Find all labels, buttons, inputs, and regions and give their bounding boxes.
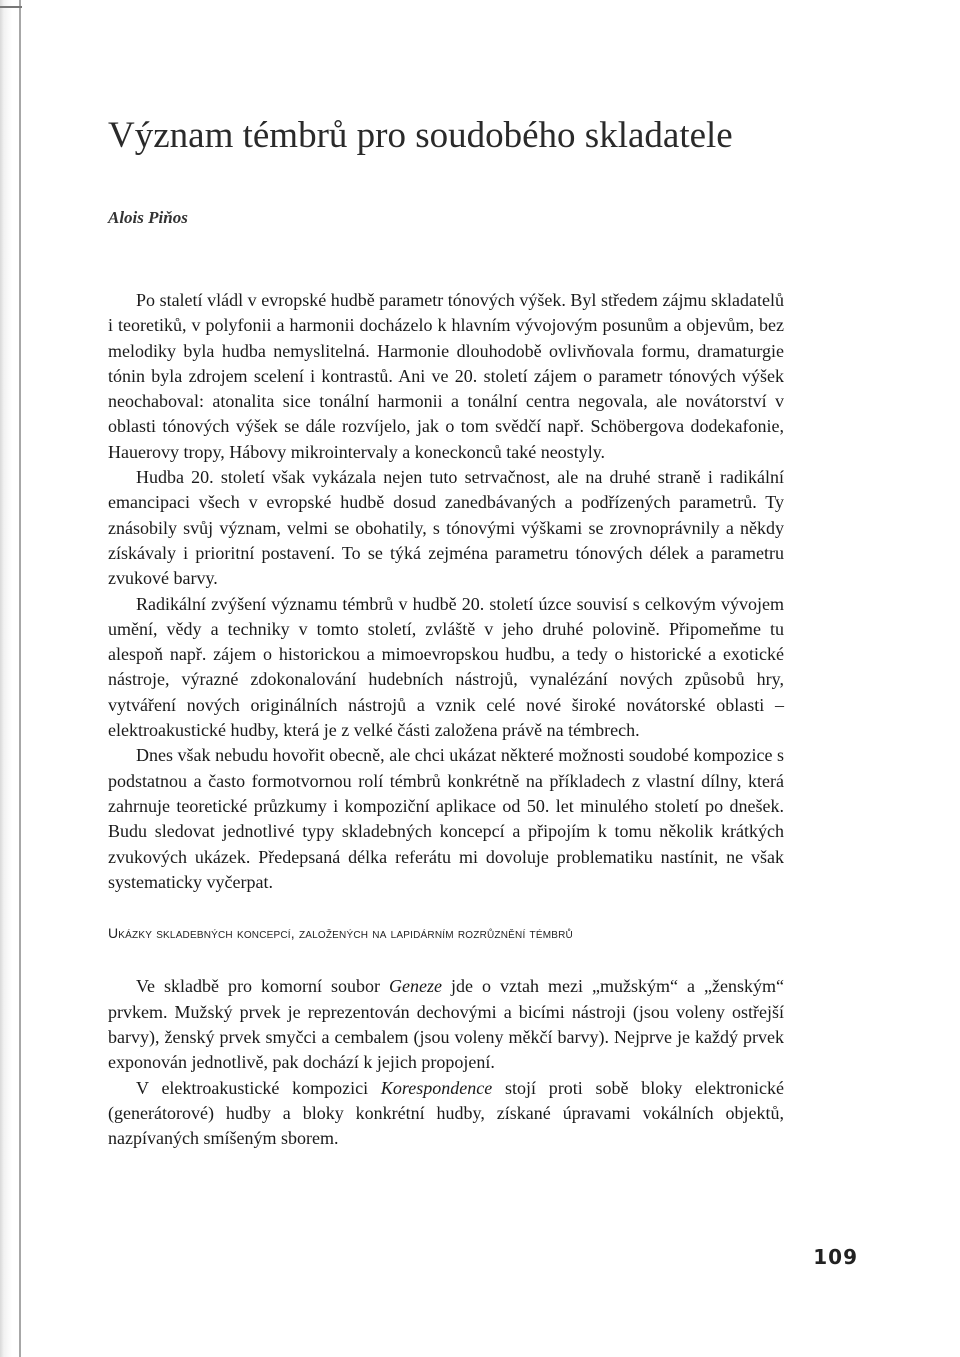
paragraph-text: Ve skladbě pro komorní soubor (136, 976, 390, 997)
body-paragraph: Radikální zvýšení významu témbrů v hudbě 20. století úzce souvisí s celkovým vývojem umění, vědy a techniky v tomto století, zvláště v jeho druhé polovině. Připomeňme tu alespoň např. zájem o historickou a mimoevropskou hudbu, a tedy o historické a exotické nástroje, výrazné zdokonalování hudebních nástrojů, vynalézání nových způsobů hry, vytváření nových originálních nástrojů a vznik celé nové široké novátorské oblasti – elektroakustické hudby, která je z velké části založena právě na témbrech. (108, 593, 784, 741)
body-paragraph: Dnes však nebudu hovořit obecně, ale chci ukázat některé možnosti soudobé kompozice s podstatnou a často formotvornou rolí témbrů konkrétně na příkladech z vlastní dílny, která zahrnuje teoretické průzkumy i kompoziční aplikace od 50. let minulého století po dnešek. Budu sledovat jednotlivé typy skladebných koncepcí a připojím k tomu několik krátkých zvukových ukázek. Předepsaná délka referátu mi dovoluje problematiku nastínit, ne však systematicky vyčerpat. (108, 745, 784, 892)
scan-edge-shadow (0, 0, 12, 1357)
article-body (108, 288, 784, 1152)
article-title: Význam témbrů pro soudobého skladatele (108, 115, 733, 156)
paragraph-text: V elektroakustické kompozici (136, 1077, 381, 1098)
body-paragraph (108, 1076, 784, 1152)
page-number: 109 (813, 1245, 858, 1269)
scan-corner-mark (0, 6, 22, 8)
work-title: Korespondence (380, 1077, 493, 1098)
body-paragraph: Hudba 20. století však vykázala nejen tuto setrvačnost, ale na druhé straně i radikální emancipaci všech v evropské hudbě dosud zanedbávaných a podřízených parametrů. Ty znásobily svůj význam, velmi se obohatily, s tónovými výškami se zrovnoprávnily a někdy získávaly i prioritní postavení. To se týká zejména parametru tónových délek a parametru zvukové barvy. (108, 467, 784, 589)
paragraph-text: jde o vztah mezi „mužským“ a „ženským“ prvkem. Mužský prvek je reprezentován dechovými a bicími nástroji (jsou voleny ostřejší barvy), ženský prvek smyčci a cembalem (jsou voleny měkčí barvy). Nejprve je každý prvek exponován jednotlivě, pak dochází k jejich propojení. (108, 976, 784, 1073)
article-author: Alois Piňos (108, 208, 188, 227)
scan-binding-line (19, 0, 21, 1357)
body-paragraph: Po staletí vládl v evropské hudbě parametr tónových výšek. Byl středem zájmu skladatelů i teoretiků, v polyfonii a harmonii docházelo k hlavním vývojovým posunům a objevům, bez melodiky byla hudba nemyslitelná. Harmonie dlouhodobě ovlivňovala formu, dramaturgie tónin byla zdrojem scelení i kontrastů. Ani ve 20. století zájem o parametr tónových výšek neochaboval: atonalita sice tonální harmonii a tonální centra negovala, ale novátorství v oblasti tónových výšek se dále rozvíjelo, jak o tom svědčí např. Schöbergova dodekafonie, Hauerovy tropy, Hábovy mikrointervaly a koneckonců také neostyly. (108, 290, 784, 462)
body-paragraph (108, 974, 784, 1075)
paragraph-text: stojí proti sobě bloky elektronické (generátorové) hudby a bloky konkrétní hudby, získané úpravami vokálních objektů, nazpívaných smíšeným sborem. (108, 1077, 784, 1149)
section-heading: Ukázky skladebných koncepcí, založených na lapidárním rozrůznění témbrů (108, 925, 573, 942)
work-title: Geneze (389, 976, 443, 997)
